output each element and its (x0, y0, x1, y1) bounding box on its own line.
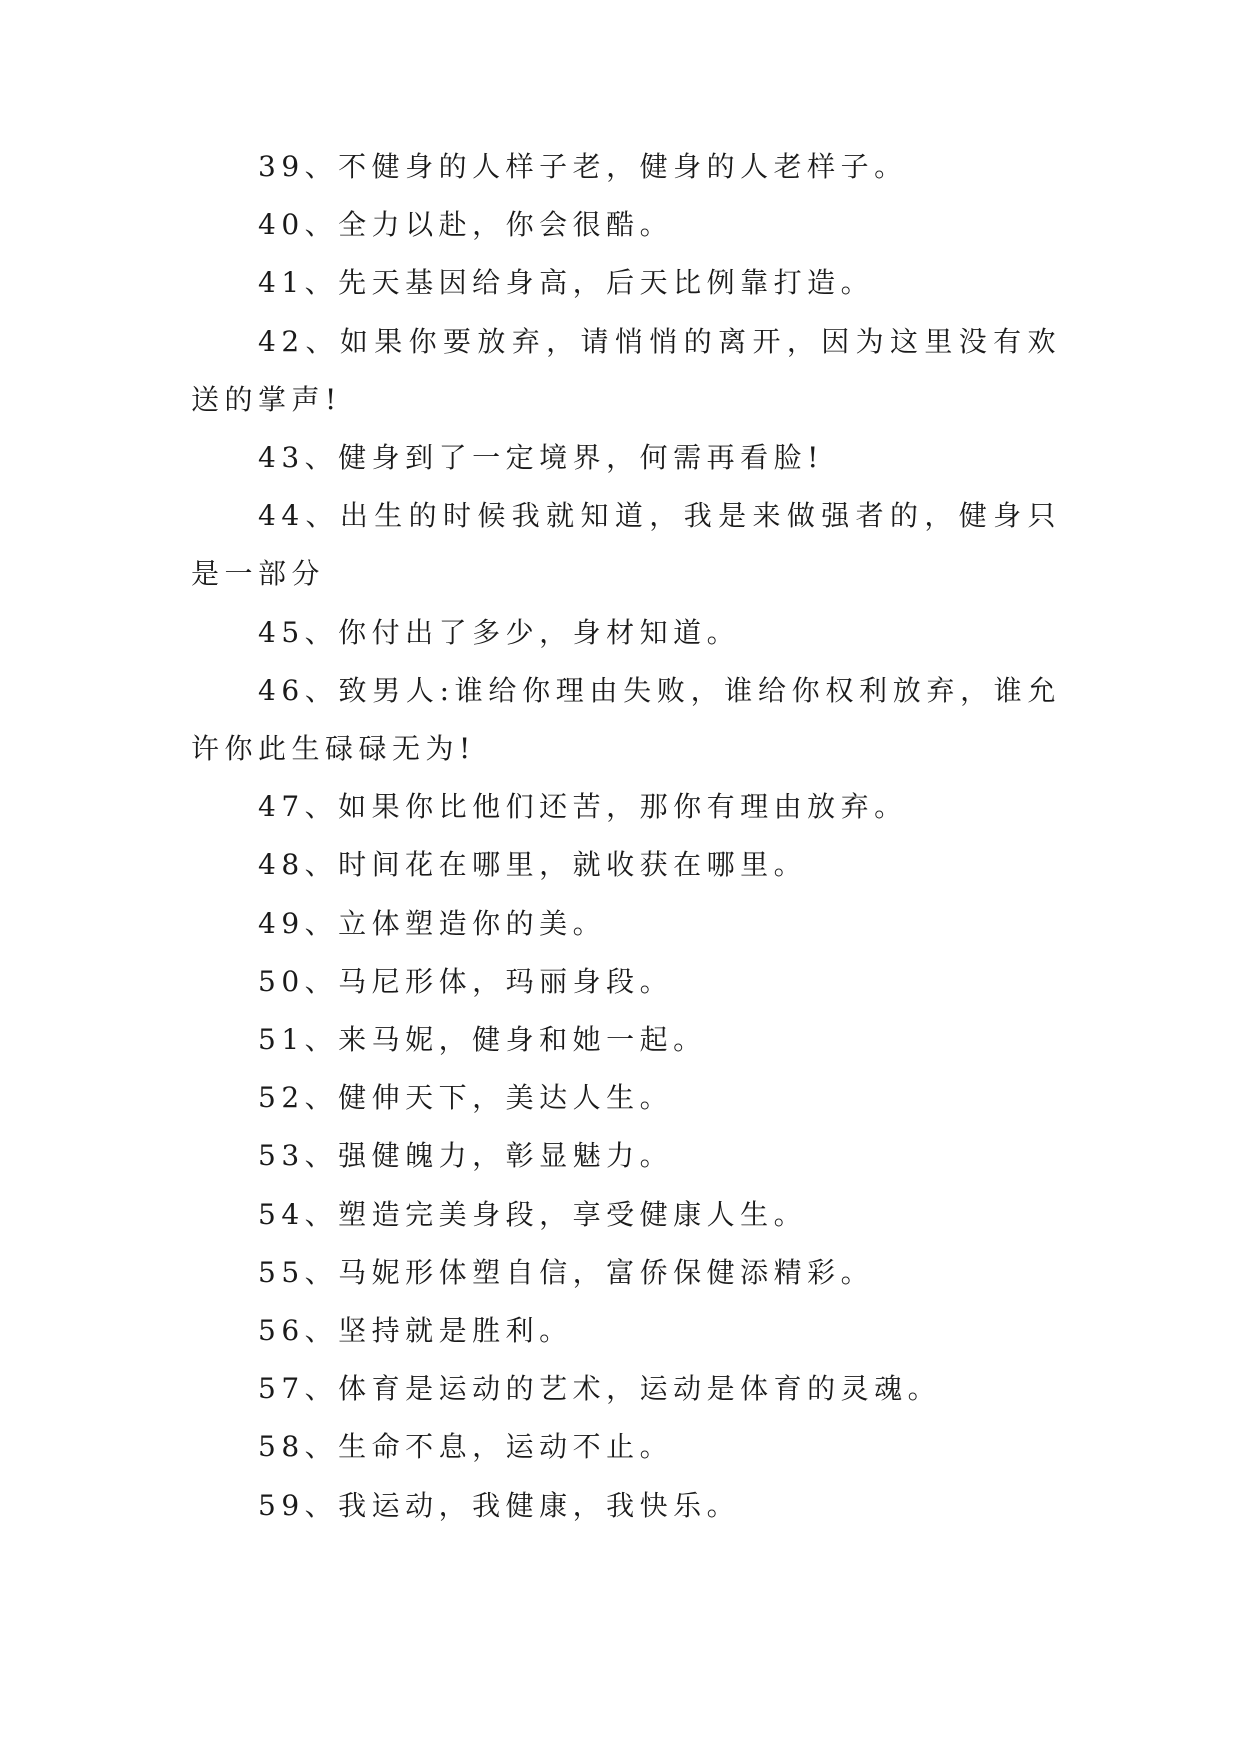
paragraph-41: 41、先天基因给身高，后天比例靠打造。 (258, 266, 875, 300)
paragraph-46: 46、致男人:谁给你理由失败，谁给你权利放弃，谁允许你此生碌碌无为! (191, 673, 1061, 766)
paragraph-40: 40、全力以赴，你会很酷。 (258, 208, 674, 242)
paragraph-48: 48、时间花在哪里，就收获在哪里。 (258, 848, 808, 882)
paragraph-45: 45、你付出了多少，身材知道。 (258, 615, 741, 649)
paragraph-52: 52、健伸天下，美达人生。 (258, 1081, 674, 1115)
paragraph-50: 50、马尼形体，玛丽身段。 (258, 964, 674, 998)
paragraph-42: 42、如果你要放弃，请悄悄的离开，因为这里没有欢送的掌声! (191, 324, 1061, 416)
paragraph-49: 49、立体塑造你的美。 (258, 906, 607, 940)
paragraph-39: 39、不健身的人样子老，健身的人老样子。 (258, 150, 908, 183)
paragraph-44: 44、出生的时候我就知道，我是来做强者的，健身只是一部分 (191, 499, 1061, 591)
paragraph-56: 56、坚持就是胜利。 (258, 1314, 573, 1348)
paragraph-53: 53、强健魄力，彰显魅力。 (258, 1139, 674, 1173)
paragraph-47: 47、如果你比他们还苦，那你有理由放弃。 (258, 790, 908, 824)
paragraph-59: 59、我运动，我健康，我快乐。 (258, 1488, 741, 1522)
paragraph-54: 54、塑造完美身段，享受健康人生。 (258, 1197, 808, 1231)
paragraph-51: 51、来马妮，健身和她一起。 (258, 1023, 707, 1057)
paragraph-58: 58、生命不息，运动不止。 (258, 1430, 674, 1464)
paragraph-57: 57、体育是运动的艺术，运动是体育的灵魂。 (258, 1372, 942, 1406)
paragraph-43: 43、健身到了一定境界，何需再看脸! (258, 441, 824, 475)
paragraph-55: 55、马妮形体塑自信，富侨保健添精彩。 (258, 1255, 875, 1289)
document-body (191, 138, 1061, 1535)
